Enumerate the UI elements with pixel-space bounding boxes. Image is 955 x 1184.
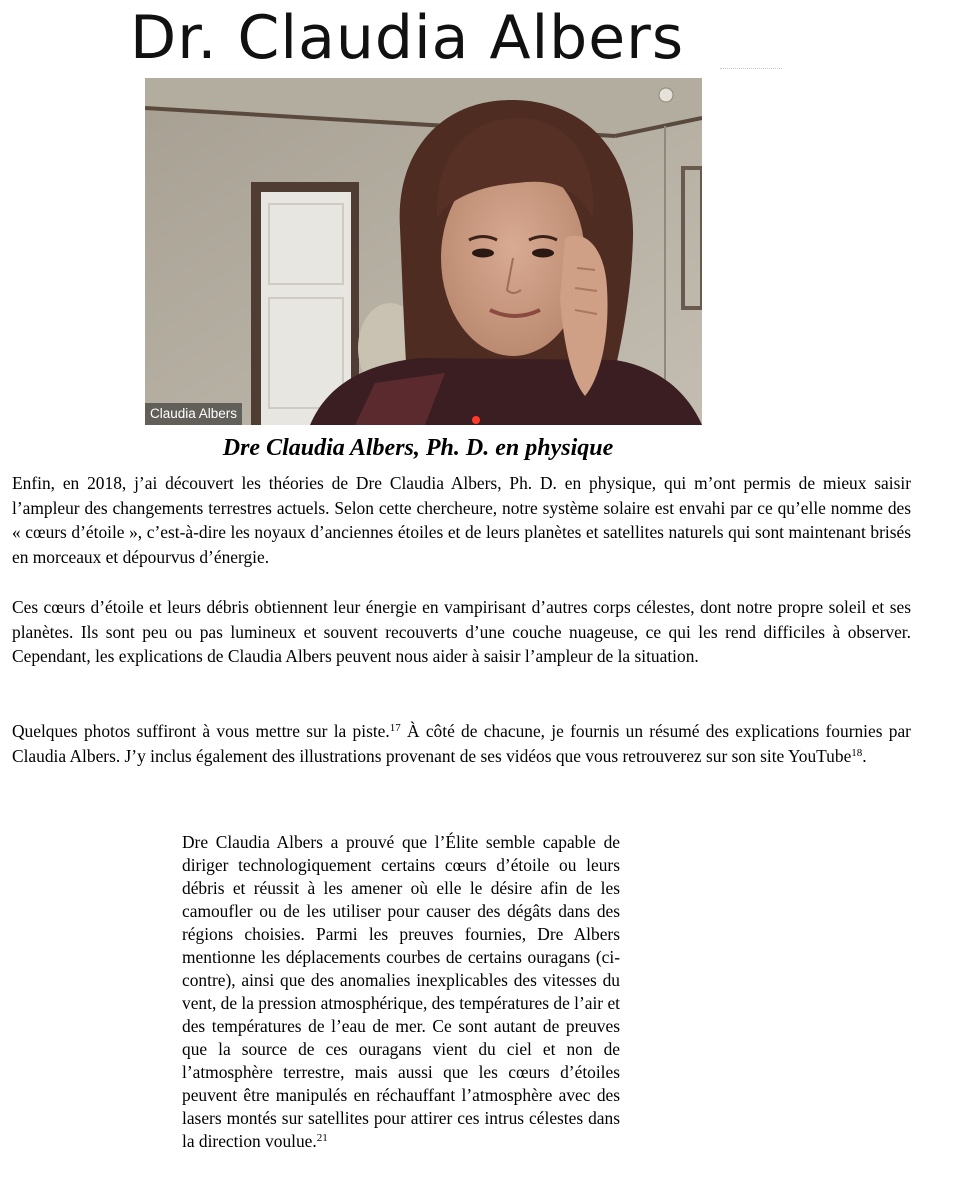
paragraph-photos: [12, 719, 911, 768]
footnote-ref-17[interactable]: 17: [389, 722, 401, 734]
camera-name-label: Claudia Albers: [145, 403, 242, 425]
hurricane-explanation-text: [182, 831, 620, 1153]
paragraph-photos-text-c: .: [862, 745, 867, 766]
paragraph-intro: Enfin, en 2018, j’ai découvert les théories de Dre Claudia Albers, Ph. D. en physique, qui m’ont permis de mieux saisir l’ampleur des changements terrestres actuels. Selon cette chercheure, notre système solaire est envahi par ce qu’elle nomme des « cœurs d’étoile », c’est-à-dire les noyaux d’anciennes étoiles et de leurs planètes et satellites naturels qui sont maintenant brisés en morceaux et dépourvus d’énergie.: [12, 473, 911, 568]
hurricane-explanation-body: Dre Claudia Albers a prouvé que l’Élite semble capable de diriger technologiquement certains cœurs d’étoile ou leurs débris et réussit à les amener où elle le désire afin de les camoufler ou de les utiliser pour causer des dégâts dans des régions choisies. Parmi les preuves fournies, Dre Albers mentionne les déplacements courbes de certains ouragans (ci-contre), ainsi que des anomalies inexplicables des vitesses du vent, de la pression atmosphérique, des températures de l’air et des températures de l’eau de mer. Ce sont autant de preuves que la source de ces ouragans vient du ciel et non de l’atmosphère terrestre, mais aussi que les cœurs d’étoiles peuvent être manipulés en réchauffant l’atmosphère avec des lasers montés sur satellites pour attirer ces intrus célestes dans la direction voulue.: [182, 832, 620, 1151]
title-divider: [720, 68, 782, 69]
paragraph-star-cores: Ces cœurs d’étoile et leurs débris obtiennent leur énergie en vampirisant d’autres corps célestes, dont notre propre soleil et ses planètes. Ils sont peu ou pas lumineux et souvent recouverts d’une couche nuageuse, ce qui les rend difficiles à observer. Cependant, les explications de Claudia Albers peuvent nous aider à saisir l’ampleur de la situation.: [12, 597, 911, 667]
paragraph-photos-text-a: Quelques photos suffiront à vous mettre sur la piste.: [12, 721, 390, 741]
footnote-ref-21[interactable]: 21: [316, 1132, 328, 1144]
photo-caption: Dre Claudia Albers, Ph. D. en physique: [222, 435, 614, 461]
portrait-photo: [145, 78, 702, 425]
paragraph-photos-text-b: À côté de chacune, je fournis un résumé des explications fournies par Claudia Albers. J’y inclus également des illustrations provenant de ses vidéos que vous retrouverez sur son site YouTube: [12, 721, 911, 766]
footnote-ref-18[interactable]: 18: [851, 746, 863, 759]
page-title: Dr. Claudia Albers: [130, 3, 685, 73]
